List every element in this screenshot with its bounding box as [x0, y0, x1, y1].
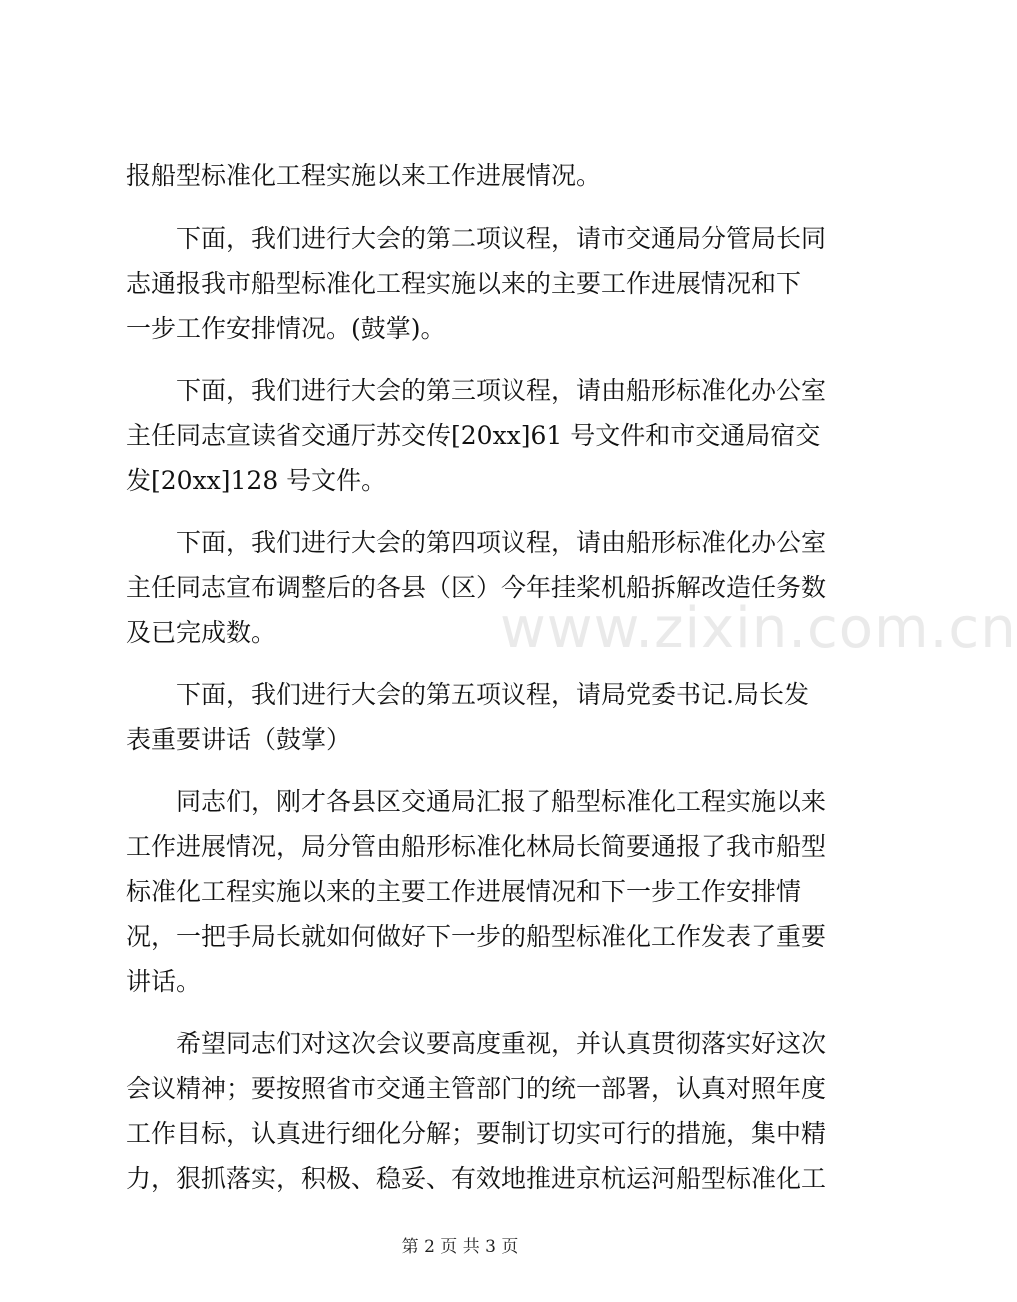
paragraph-line: 一步工作安排情况。(鼓掌)。	[126, 314, 446, 343]
paragraph-line: 工作目标，认真进行细化分解；要制订切实可行的措施，集中精	[126, 1119, 827, 1148]
paragraph-line: 主任同志宣读省交通厅苏交传[20xx]61 号文件和市交通局宿交	[126, 421, 821, 450]
paragraph-line: 及已完成数。	[126, 618, 277, 647]
paragraph-line: 希望同志们对这次会议要高度重视，并认真贯彻落实好这次	[176, 1029, 827, 1058]
paragraph-line: 况，一把手局长就如何做好下一步的船型标准化工作发表了重要	[126, 922, 827, 951]
paragraph-line: 发[20xx]128 号文件。	[126, 466, 387, 495]
paragraph-line: 工作进展情况，局分管由船形标准化林局长简要通报了我市船型	[126, 832, 827, 861]
paragraph-line: 讲话。	[126, 967, 202, 996]
paragraph-line: 下面，我们进行大会的第五项议程，请局党委书记.局长发	[176, 680, 809, 709]
paragraph-line: 会议精神；要按照省市交通主管部门的统一部署，认真对照年度	[126, 1074, 827, 1103]
paragraph-line: 标准化工程实施以来的主要工作进展情况和下一步工作安排情	[126, 877, 802, 906]
paragraph-line: 下面，我们进行大会的第四项议程，请由船形标准化办公室	[176, 528, 827, 557]
watermark: www.zixin.com.cn	[500, 596, 1017, 661]
paragraph-line: 主任同志宣布调整后的各县（区）今年挂桨机船拆解改造任务数	[126, 573, 827, 602]
paragraph-line: 下面，我们进行大会的第二项议程，请市交通局分管局长同	[176, 224, 827, 253]
paragraph-line: 表重要讲话（鼓掌）	[126, 725, 352, 754]
paragraph-line: 同志们，刚才各县区交通局汇报了船型标准化工程实施以来	[176, 787, 827, 816]
paragraph-line: 下面，我们进行大会的第三项议程，请由船形标准化办公室	[176, 376, 827, 405]
paragraph-line: 力，狠抓落实，积极、稳妥、有效地推进京杭运河船型标准化工	[126, 1164, 827, 1193]
page-footer: 第 2 页 共 3 页	[401, 1237, 519, 1257]
paragraph-line: 志通报我市船型标准化工程实施以来的主要工作进展情况和下	[126, 269, 802, 298]
paragraph-line: 报船型标准化工程实施以来工作进展情况。	[126, 161, 602, 190]
